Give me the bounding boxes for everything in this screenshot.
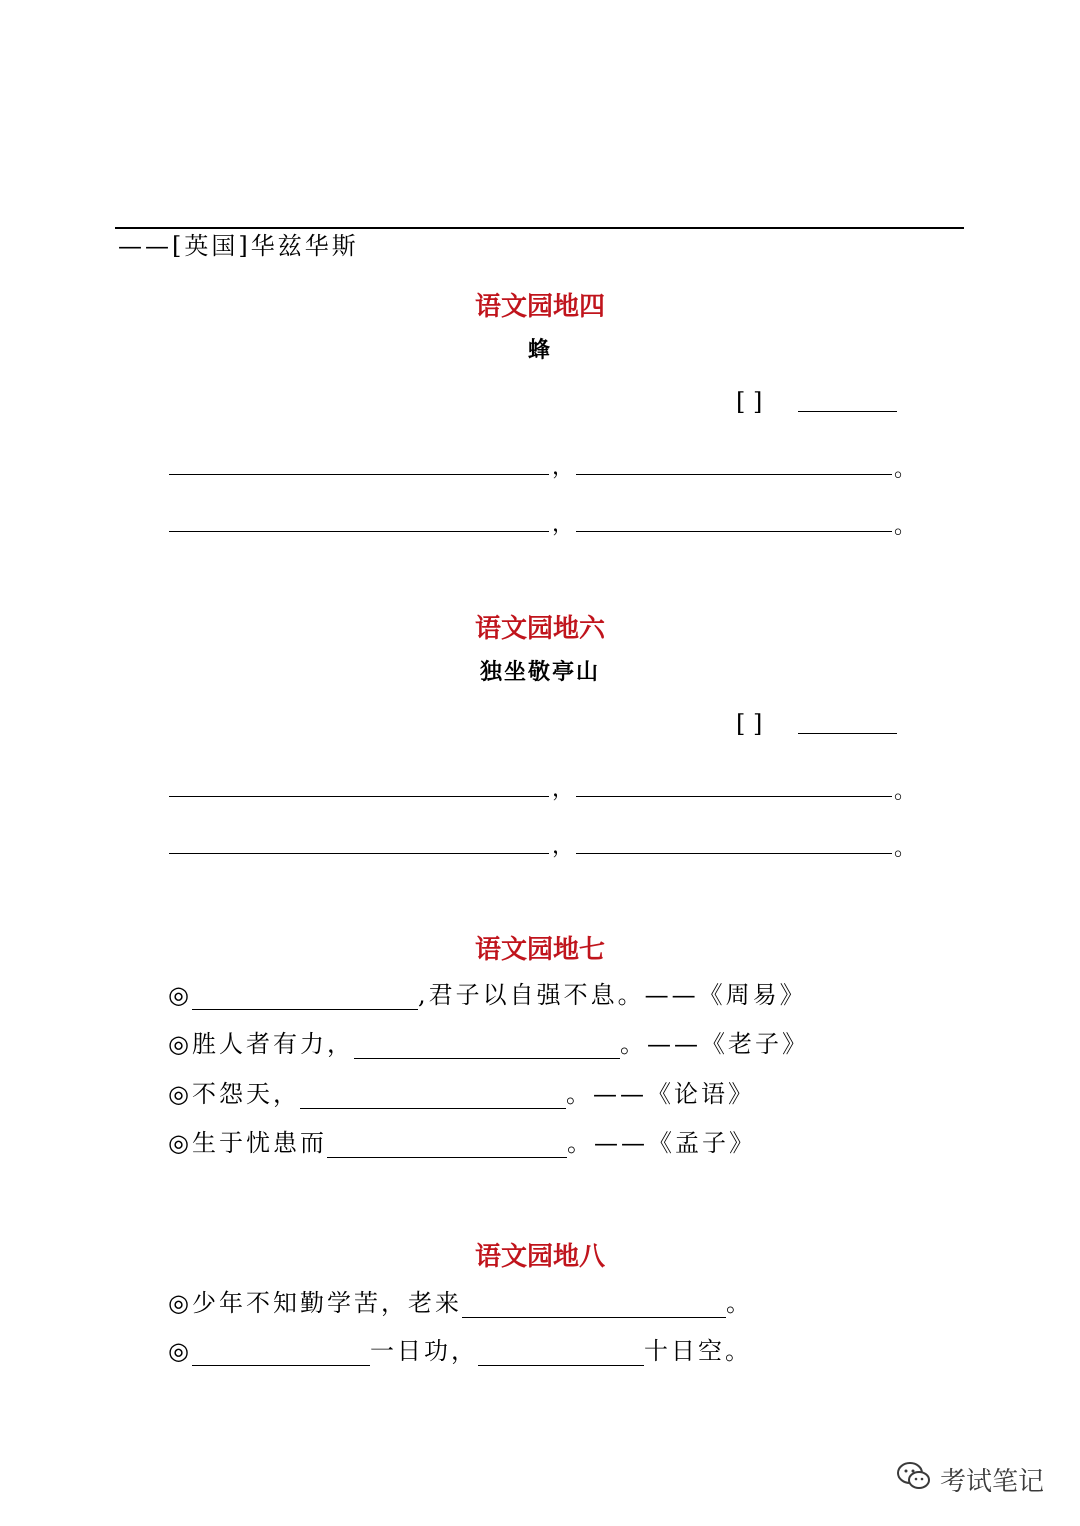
fill-blank[interactable] (300, 1086, 566, 1109)
watermark-text: 考试笔记 (939, 1467, 1044, 1497)
watermark (896, 1460, 1044, 1499)
poem-line-blank[interactable] (576, 474, 892, 475)
line-suffix: ,君子以自强不息。——《周易》 (417, 981, 807, 1009)
quote-line (168, 980, 807, 1010)
quote-line (168, 1128, 756, 1158)
wechat-icon (896, 1460, 932, 1499)
line-suffix: 十日空。 (643, 1337, 752, 1365)
section-title: 语文园地八 (474, 1242, 605, 1272)
period: 。 (894, 514, 917, 539)
poem-line-blank[interactable] (576, 796, 892, 797)
dynasty-bracket: [ ] (736, 710, 763, 738)
line-prefix: ◎少年不知勤学苦，老来 (168, 1289, 462, 1317)
fill-blank[interactable] (192, 987, 418, 1010)
fill-blank[interactable] (478, 1343, 644, 1366)
dynasty-bracket: [ ] (736, 388, 763, 416)
poem-line-blank[interactable] (169, 796, 549, 797)
quote-line (168, 1029, 809, 1059)
fill-blank[interactable] (327, 1135, 567, 1158)
line-suffix: 。 (725, 1289, 753, 1317)
line-prefix: ◎ (168, 981, 192, 1009)
line-middle: 一日功， (369, 1337, 478, 1365)
line-prefix: ◎ (168, 1337, 192, 1365)
quote-line (168, 1336, 752, 1366)
period: 。 (894, 779, 917, 804)
section-title: 语文园地四 (474, 292, 605, 322)
line-prefix: ◎生于忧患而 (168, 1129, 327, 1157)
line-suffix: 。——《论语》 (565, 1080, 755, 1108)
period: 。 (894, 836, 917, 861)
section-title: 语文园地七 (474, 935, 605, 965)
author-blank[interactable] (798, 411, 897, 412)
line-suffix: 。——《老子》 (619, 1030, 809, 1058)
poem-line-blank[interactable] (169, 474, 549, 475)
poem-title: 蜂 (527, 338, 552, 363)
fill-blank[interactable] (354, 1036, 620, 1059)
quote-line (168, 1079, 755, 1109)
comma: ， (552, 512, 575, 537)
author-blank[interactable] (798, 733, 897, 734)
section-title: 语文园地六 (474, 614, 605, 644)
comma: ， (552, 777, 575, 802)
poem-line-blank[interactable] (576, 853, 892, 854)
comma: ， (552, 834, 575, 859)
fill-blank[interactable] (462, 1295, 726, 1318)
poem-line-blank[interactable] (169, 531, 549, 532)
attribution: ——[英国]华兹华斯 (118, 232, 359, 260)
quote-line (168, 1288, 753, 1318)
line-suffix: 。——《孟子》 (566, 1129, 756, 1157)
top-rule (115, 227, 964, 229)
comma: ， (552, 455, 575, 480)
line-prefix: ◎胜人者有力， (168, 1030, 354, 1058)
line-prefix: ◎不怨天， (168, 1080, 300, 1108)
period: 。 (894, 457, 917, 482)
poem-title: 独坐敬亭山 (479, 660, 600, 685)
poem-line-blank[interactable] (576, 531, 892, 532)
fill-blank[interactable] (192, 1343, 370, 1366)
poem-line-blank[interactable] (169, 853, 549, 854)
